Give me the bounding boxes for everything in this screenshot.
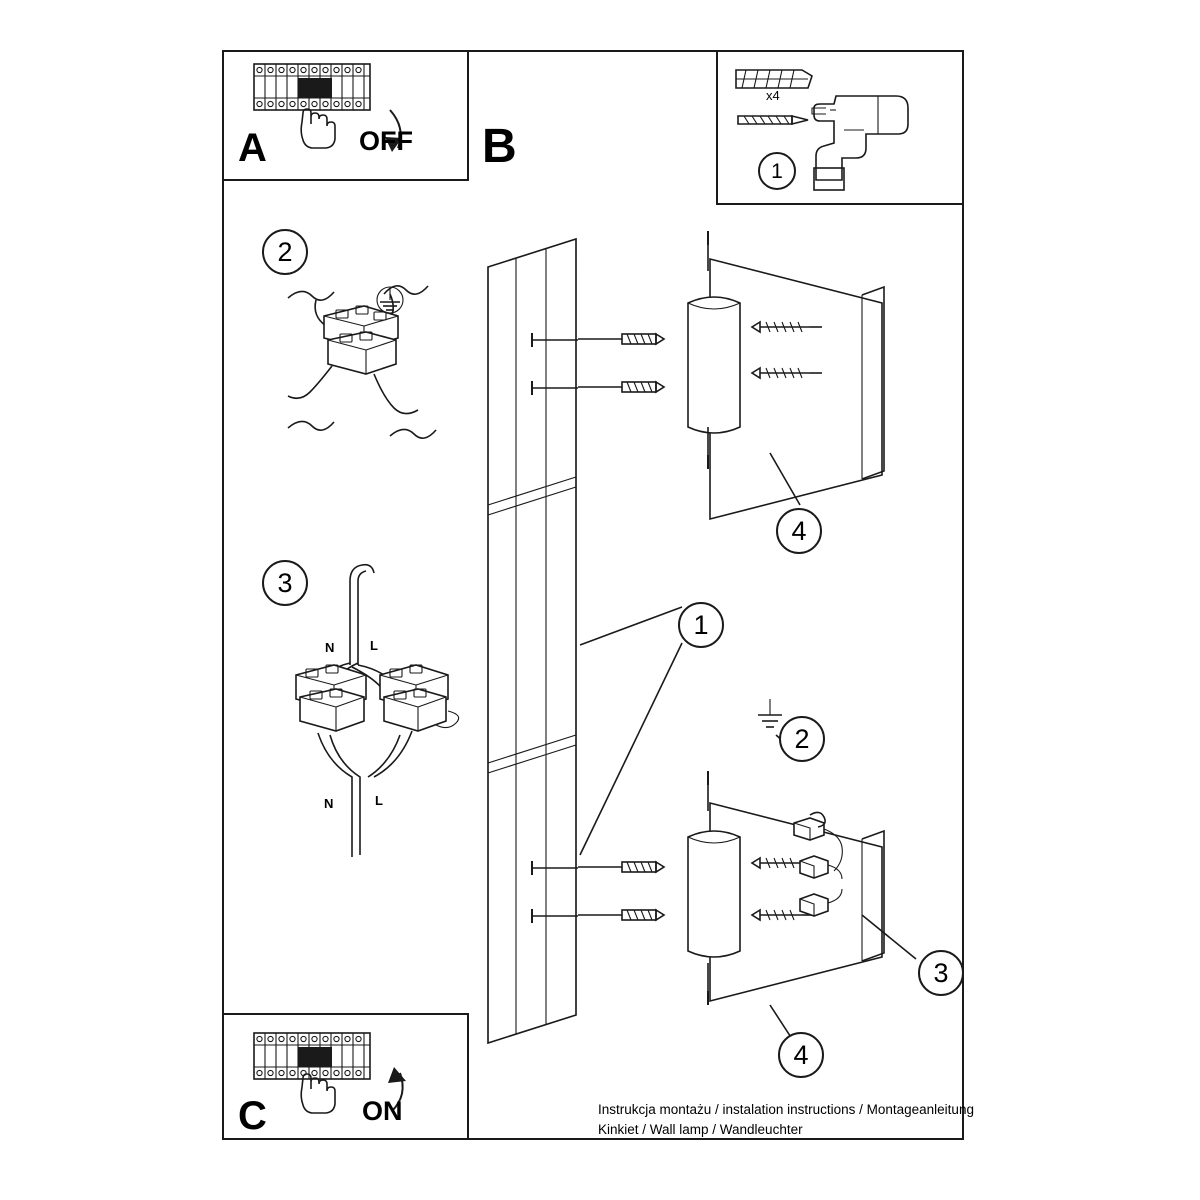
footer-line-2: Kinkiet / Wall lamp / Wandleuchter bbox=[598, 1122, 803, 1138]
wall-plug-icon bbox=[736, 70, 812, 88]
terminal-label-l-top: L bbox=[370, 638, 378, 653]
wiring-step-2-number: 2 bbox=[262, 229, 308, 275]
plug-quantity-label: x4 bbox=[766, 88, 780, 103]
terminal-label-n-bottom: N bbox=[324, 796, 334, 811]
panel-c-state-label: ON bbox=[362, 1096, 403, 1126]
callout-connector: 3 bbox=[918, 950, 964, 996]
footer-text bbox=[598, 1100, 978, 1141]
tools-illustration bbox=[718, 52, 962, 203]
terminal-label-l-bottom: L bbox=[375, 793, 383, 808]
wiring-step-2-illustration bbox=[278, 270, 468, 470]
wiring-step-3-illustration bbox=[272, 545, 482, 865]
panel-b-letter: B bbox=[482, 120, 517, 173]
terminal-block-right bbox=[380, 665, 448, 731]
callout-earth: 2 bbox=[779, 716, 825, 762]
tools-step-number: 1 bbox=[758, 152, 796, 190]
panel-a-letter: A bbox=[238, 126, 267, 170]
drill-icon bbox=[812, 96, 908, 190]
earth-symbol-assembly bbox=[758, 699, 782, 727]
wiring-step-3-number: 3 bbox=[262, 560, 308, 606]
terminal-label-n-top: N bbox=[325, 640, 335, 655]
callout-bracket-bottom: 4 bbox=[778, 1032, 824, 1078]
panel-a-state-label: OFF bbox=[359, 126, 413, 156]
panel-c-letter: C bbox=[238, 1094, 267, 1138]
panel-tools bbox=[716, 50, 964, 205]
callout-lamp-body: 1 bbox=[678, 602, 724, 648]
earth-symbol bbox=[377, 287, 403, 313]
footer-line-1: Instrukcja montażu / instalation instructions / Montageanleitung bbox=[598, 1102, 974, 1117]
screw-icon bbox=[738, 116, 808, 124]
terminal-block-left bbox=[296, 665, 366, 731]
mounting-cylinder-top bbox=[688, 297, 740, 433]
mounting-cylinder-bottom bbox=[688, 831, 740, 957]
callout-bracket-top: 4 bbox=[776, 508, 822, 554]
